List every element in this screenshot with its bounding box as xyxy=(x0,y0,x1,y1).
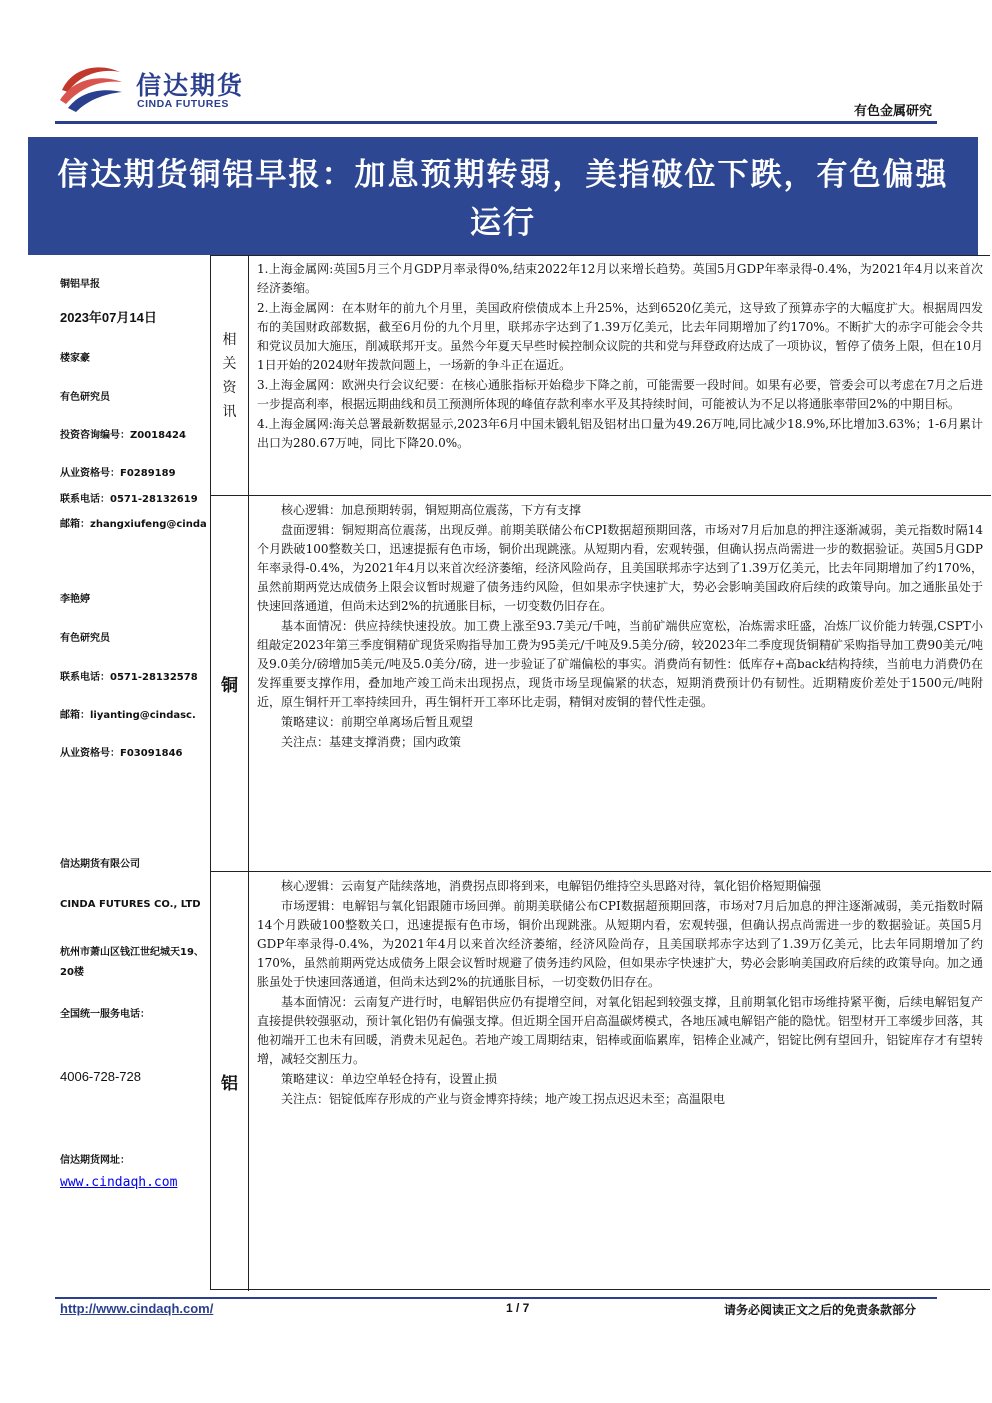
copper-body xyxy=(257,500,983,752)
aluminum-section-label: 铝 xyxy=(211,872,249,1291)
header-divider xyxy=(55,121,937,124)
analyst2-dept: 有色研究员 xyxy=(60,633,110,644)
footer-divider xyxy=(55,1297,937,1299)
analyst1-name: 楼家豪 xyxy=(60,353,90,364)
news-section xyxy=(211,256,991,496)
aluminum-body xyxy=(257,876,983,1109)
company-address: 杭州市萧山区钱江世纪城天19、20楼 xyxy=(60,947,204,978)
news-item: 4.上海金属网:海关总署最新数据显示,2023年6月中国未锻轧铝及铝材出口量为49.26万吨,同比减少18.9%,环比增加3.63%；1-6月累计出口为280.67万吨，同比下降20.0%。 xyxy=(257,417,983,450)
aluminum-core-logic: 核心逻辑：云南复产陆续落地，消费拐点即将到来，电解铝仍维持空头思路对待，氧化铝价格短期偏强 xyxy=(281,879,822,893)
aluminum-section xyxy=(211,872,991,1291)
copper-section xyxy=(211,496,991,872)
aluminum-focus: 关注点：铝锭低库存形成的产业与资金博弈持续；地产竣工拐点迟迟未至；高温限电 xyxy=(281,1092,726,1106)
company-logo-icon xyxy=(58,60,124,114)
report-date: 2023年07月14日 xyxy=(60,310,157,325)
analyst2-name: 李艳婷 xyxy=(60,594,90,605)
aluminum-strategy: 策略建议：单边空单轻仓持有，设置止损 xyxy=(281,1072,498,1086)
website-label: 信达期货网址： xyxy=(60,1155,130,1166)
copper-market-logic: 盘面逻辑：铜短期高位震荡，出现反弹。前期美联储公布CPI数据超预期回落，市场对7月后加息的押注逐渐减弱，美元指数时隔14个月跌破100整数关口，迅速提振有色市场，铜价出现跳涨。从短期内看，宏观转强，但确认拐点尚需进一步的数据验证。英国5月GDP年率录得-0.4%，为2021年4月以来首次经济萎缩，经济风险尚存，且美国联邦赤字达到了1.39万亿美元，比去年同期增加了约170%，虽然前期两党达成债务上限会议暂时规避了债务违约风险，但如果赤字快速扩大，势必会影响美国政府后续的政策导向。加之通胀虽处于快速回落通道，但尚未达到2%的抗通胀目标，一切变数仍旧存在。 xyxy=(257,523,983,613)
hotline-label: 全国统一服务电话： xyxy=(60,1009,150,1020)
report-title: 信达期货铜铝早报：加息预期转弱，美指破位下跌，有色偏强运行 xyxy=(57,157,949,241)
analyst2-phone: 联系电话：0571-28132578 xyxy=(60,672,198,683)
copper-core-logic: 核心逻辑：加息预期转弱，铜短期高位震荡，下方有支撑 xyxy=(281,503,582,517)
analyst1-email[interactable]: 邮箱：zhangxiufeng@cinda xyxy=(60,519,207,530)
news-item: 3.上海金属网：欧洲央行会议纪要：在核心通胀指标开始稳步下降之前，可能需要一段时间。如果有必要，管委会可以考虑在7月之后进一步提高利率，根据远期曲线和员工预测所体现的峰值存款利率水平及其持续时间，可能被认为不足以将通胀率带回2%的中期目标。 xyxy=(257,378,983,411)
news-item: 2.上海金属网：在本财年的前九个月里，美国政府偿债成本上升25%，达到6520亿美元，这导致了预算赤字的大幅度扩大。根据周四发布的美国财政部数据，截至6月份的九个月里，联邦赤字达到了1.39万亿美元，比去年同期增加了约170%。不断扩大的赤字可能会令共和党议员加大施压，削减联邦开支。虽然今年夏天早些时候控制众议院的共和党与拜登政府达成了一项协议，暂停了债务上限，但在10月1日开始的2024财年拨款问题上，一场新的争斗正在逼近。 xyxy=(257,301,983,372)
website-link[interactable]: www.cindaqh.com xyxy=(60,1175,178,1190)
company-name-cn: 信达期货有限公司 xyxy=(60,859,140,870)
analyst-sidebar xyxy=(60,255,210,1290)
logo-chinese-name: 信达期货 xyxy=(136,71,245,100)
copper-section-label: 铜 xyxy=(211,496,249,871)
title-banner xyxy=(28,137,978,255)
copper-focus: 关注点：基建支撑消费；国内政策 xyxy=(281,735,462,749)
copper-fundamentals: 基本面情况：供应持续快速投放。加工费上涨至93.7美元/千吨，当前矿端供应宽松，冶炼需求旺盛，冶炼厂议价能力转强,CSPT小组敲定2023年第三季度铜精矿现货采购指导加工费为95美元/千吨及9.5美分/磅，较2023年二季度现货铜精矿采购指导加工费90美元/吨及9.0美分/磅增加5美元/吨及5.0美分/磅，进一步验证了矿端偏松的事实。消费尚有韧性：低库存+高back结构持续，当前电力消费仍在发挥重要支撑作用，叠加地产竣工尚未出现拐点，现货市场呈现偏紧的状态，短期消费预计仍有韧性。近期精废价差处于1500元/吨附近，原生铜杆开工率持续回升，再生铜杆开工率环比走弱，精铜对废铜的替代性走强。 xyxy=(257,619,983,709)
analyst1-qualification: 从业资格号：F0289189 xyxy=(60,468,176,479)
company-name-en: CINDA FUTURES CO., LTD xyxy=(60,899,201,910)
analyst1-license: 投资咨询编号：Z0018424 xyxy=(60,430,186,441)
news-section-label: 相关资讯 xyxy=(211,256,249,495)
news-body xyxy=(257,260,983,454)
report-table xyxy=(210,255,990,1290)
logo-english-name: CINDA FUTURES xyxy=(137,98,229,110)
footer-disclaimer: 请务必阅读正文之后的免责条款部分 xyxy=(723,1303,916,1317)
analyst2-qualification: 从业资格号：F03091846 xyxy=(60,748,183,759)
page-number: 1 / 7 xyxy=(506,1301,530,1315)
report-name: 铜铝早报 xyxy=(60,279,100,290)
analyst1-dept: 有色研究员 xyxy=(60,392,110,403)
company-logo xyxy=(58,60,258,116)
news-item: 1.上海金属网:英国5月三个月GDP月率录得0%,结束2022年12月以来增长趋势。英国5月GDP年率录得-0.4%，为2021年4月以来首次经济萎缩。 xyxy=(257,262,983,295)
analyst1-phone: 联系电话：0571-28132619 xyxy=(60,494,198,505)
analyst2-email[interactable]: 邮箱：liyanting@cindasc. xyxy=(60,710,196,721)
report-category: 有色金属研究 xyxy=(853,104,932,119)
copper-strategy: 策略建议：前期空单离场后暂且观望 xyxy=(281,715,474,729)
hotline-number: 4006-728-728 xyxy=(60,1069,141,1084)
aluminum-fundamentals: 基本面情况：云南复产进行时，电解铝供应仍有提增空间，对氧化铝起到较强支撑，且前期氧化铝市场维持紧平衡，后续电解铝复产直接提供较强驱动，预计氧化铝仍有偏强支撑。但近期全国开启高温碳烤模式，各地压减电解铝产能的隐忧。铝型材开工率缓步回落，其他初端开工也未有回暖，消费未见起色。若地产竣工周期结束，铝棒或面临累库，铝棒企业减产，铝锭比例有望回升，铝锭库存才有望转增，减轻交割压力。 xyxy=(257,995,983,1066)
aluminum-market-logic: 市场逻辑：电解铝与氧化铝跟随市场回弹。前期美联储公布CPI数据超预期回落，市场对7月后加息的押注逐渐减弱，美元指数时隔14个月跌破100整数关口，迅速提振有色市场，铜价出现跳涨。从短期内看，宏观转强，但确认拐点尚需进一步的数据验证。英国5月GDP年率录得-0.4%，为2021年4月以来首次经济萎缩，经济风险尚存，且美国联邦赤字达到了1.39万亿美元，比去年同期增加了约170%，虽然前期两党达成债务上限会议暂时规避了债务违约风险，但如果赤字快速扩大，势必会影响美国政府后续的政策导向。加之通胀虽处于快速回落通道，但尚未达到2%的抗通胀目标，一切变数仍旧存在。 xyxy=(257,899,983,989)
footer-website-link[interactable]: http://www.cindaqh.com/ xyxy=(60,1301,214,1316)
